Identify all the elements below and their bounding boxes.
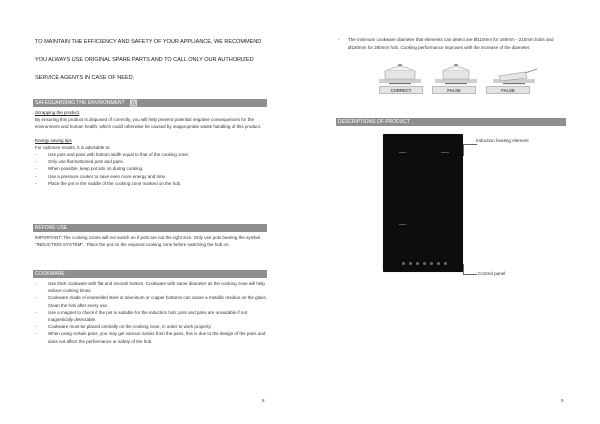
pan-false-warped-icon: [493, 69, 537, 84]
list-item: - When using certain pans, you may get various noises from the pans, this is due to the design of the pans and does not affect the performance or safety of the hob.: [35, 330, 267, 344]
cookware-section: [35, 280, 267, 345]
list-item: - Use a pressure cooker to save even more energy and time.: [35, 173, 267, 180]
list-item: - Use thick cookware with flat and smooth bottom. Cookware with same diameter as the cooking zone will help reduce cooking times.: [35, 280, 267, 294]
before-use-section: [35, 234, 267, 248]
bullet-dash: -: [338, 37, 340, 42]
list-item: - Cookware must be placed centrally on the cooking zone, in order to work properly.: [35, 323, 267, 330]
energy-tips-list: [35, 151, 267, 187]
callout-control-panel: Control panel: [478, 271, 506, 276]
leader-line: [463, 274, 477, 275]
environment-section-header: [33, 99, 267, 107]
leader-line: [463, 144, 477, 145]
page-number-right: 9: [561, 398, 564, 403]
control-button: [423, 262, 426, 265]
before-use-header: [33, 224, 267, 232]
diameter-note-text: The minimum cookware diameter that elements can detect are Ø110mm for 160mm - 210mm hobs and Ø160mm for 280mm hob. Cooking performance improves with the increase of the diameter.: [348, 37, 554, 50]
description-header: [336, 118, 566, 126]
pan-false-small-icon: [435, 64, 477, 84]
cookware-list: [35, 280, 267, 345]
pan-diagram: [375, 58, 545, 86]
leader-line: [463, 264, 464, 274]
cookware-header: [33, 270, 267, 278]
list-item: - Place the pot in the middle of the cooking zone marked on the hob.: [35, 180, 267, 187]
list-item: - Cookware made of enamelled steel or aluminum or copper bottoms can cause a metallic residue on the glass. Clean the hob after every use.: [35, 294, 267, 308]
list-item: - When possible, keep pot lids on during cooking.: [35, 165, 267, 172]
pan-label-false: FALSE: [432, 86, 476, 94]
energy-intro: For optimum results, it is advisable to:: [35, 144, 111, 150]
scrapping-title: Scrapping the product: [35, 110, 80, 115]
control-button: [416, 262, 419, 265]
intro-recommendation: [35, 40, 275, 94]
environment-heading: SAFEGUARDING THE ENVIRONMENT: [35, 100, 125, 106]
control-button: [444, 262, 447, 265]
callout-heating-element: Induction heating element: [476, 138, 529, 143]
pan-correct-icon: [379, 64, 421, 84]
environment-section: [35, 109, 267, 187]
brand-logo: [441, 152, 449, 153]
intro-line: YOU ALWAYS USE ORIGINAL SPARE PARTS AND TO CALL ONLY OUR AUTHORIZED: [35, 57, 254, 64]
list-item: - Use a magnet to check if the pot is suitable for the induction hob: pots and pans are unsuitable if not magnetically detectable.: [35, 309, 267, 323]
control-button: [430, 262, 433, 265]
control-button: [402, 262, 405, 265]
intro-line: TO MAINTAIN THE EFFICIENCY AND SAFETY OF YOUR APPLIANCE, WE RECOMMEND: [35, 39, 262, 45]
leader-line: [463, 144, 464, 156]
pan-label-false: FALSE: [486, 86, 530, 94]
description-heading: DESCRIPTIONS OF PRODUCT: [338, 119, 410, 125]
intro-line: SERVICE AGENTS IN CASE OF NEED.: [35, 75, 135, 82]
list-item: - Use pots and pans with bottom width equal to that of the cooking zone.: [35, 151, 267, 158]
energy-title: Energy saving tips: [35, 137, 72, 143]
cookware-heading: COOKWARE: [35, 271, 65, 277]
before-use-text: IMPORTANT: The cooking zones will not switch on if pots are not the right size. Only use pots bearing the symbol "INDUCTION SYSTEM" . Place the pot on the required cooking zone before switching the hob on.: [35, 235, 261, 248]
page-number-left: 8: [262, 398, 265, 403]
pan-label-correct: CORRECT: [379, 86, 423, 94]
control-button: [409, 262, 412, 265]
list-item: - Only use flat-bottomed pots and pans.: [35, 158, 267, 165]
before-use-heading: BEFORE USE: [35, 225, 68, 231]
recycle-icon: [129, 99, 138, 107]
induction-hob-image: [383, 134, 463, 272]
diameter-note: [339, 36, 564, 51]
scrapping-text: By ensuring this product is disposed of correctly, you will help prevent potential negative consequences for the environment and human health, which could otherwise be caused by inappropriate waste handling of this product.: [35, 117, 262, 130]
zone-marker: [399, 152, 406, 153]
zone-marker: [399, 224, 406, 225]
control-button: [437, 262, 440, 265]
